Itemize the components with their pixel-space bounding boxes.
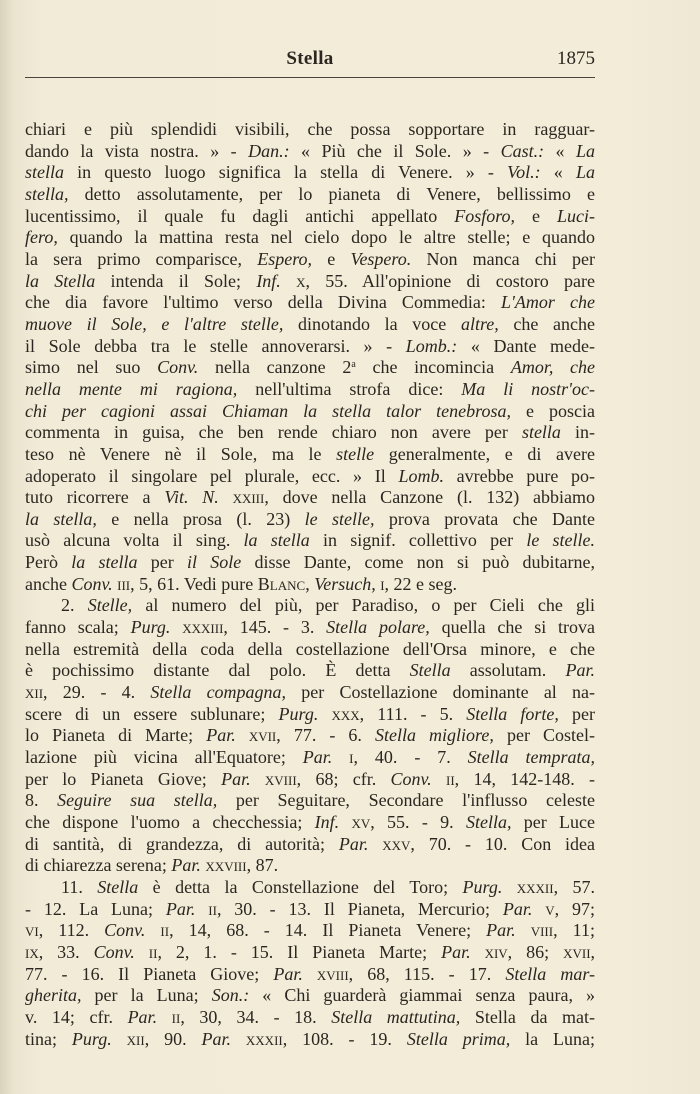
- text-segment: , 77. - 6.: [276, 725, 375, 746]
- text-line: [25, 834, 595, 856]
- italic-text: Par.: [338, 833, 369, 854]
- text-segment: Però: [25, 552, 72, 573]
- italic-text: la stella: [71, 552, 138, 573]
- text-line: [25, 184, 595, 206]
- text-segment: « Più che il Sole. » -: [289, 140, 501, 161]
- text-line: [25, 964, 595, 986]
- text-segment: , 40. - 7.: [353, 747, 468, 768]
- italic-text: Lomb.: [398, 465, 444, 486]
- text-segment: , 11;: [553, 920, 595, 941]
- text-segment: [195, 899, 208, 919]
- text-line: [25, 1029, 595, 1051]
- text-segment: , 55. - 9.: [370, 812, 466, 832]
- text-line: [25, 227, 595, 249]
- text-segment: per: [137, 552, 188, 573]
- small-caps-text: xxxiii: [182, 617, 224, 638]
- header-rule: [25, 77, 595, 78]
- italic-text: Stella mattutina,: [331, 1006, 461, 1027]
- text-segment: nella estremità della coda della costellazione dell'Orsa minore, e che: [25, 638, 595, 659]
- text-segment: disse Dante, come non si può dubitarne,: [241, 552, 595, 573]
- text-segment: [219, 487, 233, 507]
- text-segment: [432, 769, 446, 789]
- italic-text: Par.: [273, 963, 303, 984]
- italic-text: Stella: [97, 876, 139, 897]
- text-line: [25, 617, 595, 639]
- small-caps-text: ix: [25, 941, 39, 962]
- text-line: [25, 595, 595, 617]
- text-segment: , dove nella Canzone (l. 132) abbiamo: [264, 487, 596, 508]
- text-segment: , 97;: [554, 898, 595, 919]
- text-segment: lazione più vicina all'Equatore;: [25, 747, 303, 768]
- text-segment: scere di un essere sublunare;: [25, 703, 279, 724]
- text-segment: per Costellazione dominante al na-: [286, 682, 595, 703]
- text-segment: « Chi guarderà giammai senza paura, »: [249, 985, 596, 1006]
- text-segment: [157, 1007, 172, 1027]
- text-segment: in-: [560, 422, 595, 443]
- text-line: [25, 292, 595, 314]
- italic-text: Par.: [502, 898, 533, 919]
- text-segment: che dispone l'uomo a checchessia;: [25, 812, 315, 832]
- text-segment: 11.: [61, 876, 98, 897]
- small-caps-text: xv: [351, 812, 371, 832]
- text-line: [25, 119, 595, 141]
- text-segment: per Luce: [511, 812, 596, 832]
- italic-text: la stella,: [25, 508, 97, 529]
- italic-text: Conv.: [71, 573, 113, 594]
- italic-text: nella mente mi ragiona,: [25, 378, 238, 399]
- text-segment: e poscia: [510, 400, 595, 421]
- text-segment: commenta in guisa, che ben rende chiaro non avere per: [25, 422, 522, 443]
- text-segment: è pochissimo distante dal polo. È detta: [25, 660, 410, 681]
- text-line: [25, 747, 595, 769]
- italic-text: Fosforo,: [454, 205, 516, 226]
- text-segment: , 86;: [507, 941, 564, 962]
- text-segment: Stella da mat-: [460, 1006, 595, 1027]
- small-caps-text: i: [380, 573, 385, 594]
- text-segment: è detta la Constellazione del Toro;: [138, 876, 463, 897]
- text-line: [25, 357, 595, 379]
- text-segment: quella che si trova: [429, 617, 595, 638]
- text-line: [25, 487, 595, 509]
- small-caps-text: ii: [445, 768, 455, 789]
- text-segment: , 22 e seg.: [384, 573, 458, 594]
- italic-text: Espero,: [257, 248, 313, 269]
- text-segment: , 55. All'opinione di costoro pare: [305, 270, 595, 291]
- italic-text: Amor, che: [510, 357, 596, 378]
- italic-text: le stelle,: [304, 508, 375, 529]
- text-line: [25, 985, 595, 1007]
- italic-text: La: [575, 140, 595, 161]
- italic-text: Stella temprata,: [467, 747, 595, 768]
- text-segment: , 111. - 5.: [359, 703, 467, 724]
- text-segment: 77. - 16. Il Pianeta Giove;: [25, 963, 274, 984]
- text-segment: assolutam.: [450, 660, 566, 681]
- italic-text: Par.: [201, 1028, 231, 1049]
- italic-text: Dan.:: [248, 140, 290, 161]
- text-line: [25, 899, 595, 921]
- text-segment: , 30. - 13. Il Pianeta, Mercurio;: [216, 898, 503, 919]
- text-segment: , 112.: [38, 920, 105, 941]
- text-segment: , 29. - 4.: [43, 682, 151, 703]
- text-segment: [231, 1029, 246, 1049]
- text-line: [25, 162, 595, 184]
- text-segment: in signif. collettivo per: [309, 530, 527, 551]
- italic-text: Par.: [565, 660, 595, 681]
- italic-text: stella: [25, 162, 64, 183]
- text-line: [25, 141, 595, 163]
- text-segment: teso nè Venere nè il Sole, ma le: [25, 443, 337, 464]
- text-segment: [281, 271, 296, 291]
- italic-text: Vit. N.: [164, 487, 219, 508]
- italic-text: Inf.: [314, 812, 340, 832]
- small-caps-text: ii: [160, 920, 170, 941]
- text-segment: , 30, 34. - 18.: [180, 1006, 332, 1027]
- italic-text: chi per cagioni assai Chiaman la stella talor tenebrosa,: [25, 400, 511, 421]
- italic-text: Par.: [127, 1006, 158, 1027]
- italic-text: Purg.: [278, 703, 319, 724]
- small-caps-text: vi: [25, 920, 39, 941]
- text-line: [25, 379, 595, 401]
- small-caps-text: i: [349, 747, 354, 768]
- text-line: [25, 444, 595, 466]
- text-segment: la Luna;: [510, 1028, 596, 1049]
- text-segment: tina;: [25, 1028, 72, 1049]
- italic-text: la stella: [243, 530, 310, 551]
- italic-text: Par.: [165, 898, 196, 919]
- small-caps-text: iii: [117, 573, 131, 594]
- body-text: [25, 119, 595, 1050]
- text-line: [25, 660, 595, 682]
- italic-text: Purg.: [71, 1028, 112, 1049]
- italic-text: Par.: [171, 855, 201, 876]
- running-title: Stella: [286, 48, 334, 69]
- small-caps-text: xviii: [316, 963, 349, 984]
- text-segment: [170, 617, 182, 637]
- text-line: [25, 401, 595, 423]
- text-segment: tuto ricorrere a: [25, 487, 165, 508]
- text-line: [25, 812, 595, 834]
- text-segment: ,: [590, 941, 596, 962]
- small-caps-text: ii: [208, 898, 217, 919]
- text-segment: , 2, 1. - 15. Il Pianeta Marte;: [157, 941, 442, 962]
- small-caps-text: viii: [530, 920, 554, 941]
- text-line: [25, 574, 595, 596]
- text-segment: 8.: [25, 790, 58, 811]
- text-segment: per: [558, 703, 596, 724]
- small-caps-text: ii: [148, 941, 158, 962]
- italic-text: Stella forte,: [466, 703, 559, 724]
- small-caps-text: xxx: [331, 703, 360, 724]
- italic-text: stella,: [25, 183, 69, 204]
- text-segment: lucentissimo, il quale fu dagli antichi appellato: [25, 205, 455, 226]
- text-segment: per Seguitare, Secondare l'influsso celeste: [217, 790, 595, 811]
- text-line: [25, 336, 595, 358]
- text-segment: per Costel-: [493, 725, 595, 746]
- text-line: [25, 704, 595, 726]
- italic-text: Stella mar-: [505, 963, 596, 984]
- italic-text: Stella polare,: [326, 617, 430, 638]
- text-segment: che incomincia: [355, 357, 511, 378]
- italic-text: L'Amor che: [501, 292, 595, 313]
- italic-text: Cast.:: [500, 140, 545, 161]
- italic-text: Stella: [409, 660, 451, 681]
- page-header: [25, 46, 595, 74]
- small-caps-text: xviii: [264, 768, 297, 789]
- text-line: [25, 552, 595, 574]
- small-caps-text: xxv: [382, 833, 411, 854]
- italic-text: Conv.: [93, 941, 135, 962]
- italic-text: Stella migliore,: [375, 725, 494, 746]
- italic-text: Conv.: [104, 920, 146, 941]
- text-line: [25, 1007, 595, 1029]
- text-segment: di chiarezza serena;: [25, 855, 172, 876]
- text-segment: e: [515, 205, 557, 226]
- text-line: [25, 769, 595, 791]
- text-segment: intenda il Sole;: [95, 270, 257, 291]
- text-segment: avrebbe pure po-: [443, 465, 595, 486]
- small-caps-text: xxxii: [245, 1028, 283, 1049]
- italic-text: Vol.:: [507, 162, 541, 183]
- text-segment: , 70. - 10. Con idea: [410, 833, 596, 854]
- text-line: [25, 249, 595, 271]
- text-segment: usò alcuna volta il sing.: [25, 530, 244, 551]
- text-segment: [502, 877, 516, 897]
- text-line: [25, 725, 595, 747]
- small-caps-text: xxviii: [205, 855, 247, 876]
- small-caps-text: v: [545, 898, 555, 919]
- text-segment: [303, 964, 317, 984]
- text-segment: e: [312, 248, 351, 269]
- text-line: [25, 942, 595, 964]
- italic-text: gherita,: [25, 985, 82, 1006]
- text-segment: nell'ultima strofa dice:: [237, 378, 462, 399]
- text-segment: , 33.: [38, 941, 94, 962]
- text-segment: «: [540, 162, 576, 183]
- text-segment: e nella prosa (l. 23): [96, 508, 305, 529]
- italic-text: altre,: [460, 313, 499, 334]
- text-segment: [516, 920, 531, 940]
- small-caps-text: xii: [126, 1028, 145, 1049]
- italic-text: stelle: [336, 443, 375, 464]
- italic-text: La: [576, 162, 596, 183]
- text-segment: che dia favore l'ultimo verso della Divina Commedia:: [25, 292, 502, 313]
- small-caps-text: xvii: [563, 941, 591, 962]
- text-segment: ,: [305, 573, 315, 594]
- text-segment: «: [544, 140, 576, 161]
- italic-text: Conv.: [157, 357, 199, 378]
- text-segment: nella canzone 2: [198, 357, 352, 378]
- text-segment: detto assolutamente, per lo pianeta di Venere, bellissimo e: [68, 183, 595, 204]
- text-segment: per lo Pianeta Giove;: [25, 768, 222, 789]
- text-line: [25, 271, 595, 293]
- text-line: [25, 682, 595, 704]
- text-segment: [145, 920, 160, 940]
- italic-text: Conv.: [390, 768, 432, 789]
- text-segment: [236, 725, 249, 745]
- italic-text: Son.:: [211, 985, 250, 1006]
- text-line: [25, 530, 595, 552]
- text-line: [25, 855, 595, 877]
- italic-text: Stella compagna,: [150, 682, 287, 703]
- text-segment: la sera primo comparisce,: [25, 248, 258, 269]
- small-caps-text: xii: [25, 682, 44, 703]
- text-segment: fanno scala;: [25, 617, 131, 638]
- text-segment: dando la vista nostra. » -: [25, 140, 249, 161]
- text-segment: [471, 942, 485, 962]
- text-segment: , 68; cfr.: [296, 768, 391, 789]
- text-segment: che anche: [498, 313, 596, 334]
- text-segment: dinotando la voce: [283, 313, 461, 334]
- text-segment: chiari e più splendidi visibili, che possa sopportare in ragguar-: [25, 119, 595, 139]
- italic-text: Luci-: [557, 205, 595, 226]
- text-line: [25, 877, 595, 899]
- text-segment: [112, 1029, 127, 1049]
- small-caps-text: x: [296, 270, 306, 291]
- text-segment: di santità, di grandezza, di autorità;: [25, 833, 339, 854]
- italic-text: Par.: [486, 920, 516, 941]
- superscript-text: a: [351, 359, 356, 371]
- text-segment: [532, 899, 545, 919]
- italic-text: Par.: [302, 747, 333, 768]
- italic-text: Stelle,: [87, 595, 133, 616]
- italic-text: Purg.: [130, 617, 171, 638]
- text-segment: [339, 812, 351, 832]
- text-segment: 2.: [61, 595, 88, 616]
- small-caps-text: xvii: [248, 725, 277, 746]
- italic-text: Inf.: [256, 270, 281, 291]
- page-number: 1875: [557, 48, 595, 69]
- italic-text: la Stella: [25, 270, 96, 291]
- text-segment: , 14, 68. - 14. Il Pianeta Venere;: [169, 920, 487, 941]
- text-segment: , 108. - 19.: [282, 1028, 407, 1049]
- italic-text: stella: [521, 422, 561, 443]
- italic-text: Purg.: [462, 876, 503, 897]
- italic-text: Versuch,: [314, 573, 376, 594]
- text-segment: Non manca chi per: [411, 248, 595, 269]
- text-line: [25, 509, 595, 531]
- text-segment: , 87.: [246, 855, 279, 876]
- text-line: [25, 206, 595, 228]
- text-segment: generalmente, e di avere: [374, 443, 595, 464]
- italic-text: Vespero.: [350, 248, 412, 269]
- text-segment: [135, 942, 149, 962]
- text-line: [25, 639, 595, 661]
- text-segment: il Sole debba tra le stelle annoverarsi. » -: [25, 335, 406, 356]
- text-segment: per la Luna;: [81, 985, 212, 1006]
- text-segment: anche: [25, 573, 72, 594]
- italic-text: Stella,: [465, 812, 512, 832]
- small-caps-text: ii: [171, 1006, 181, 1027]
- text-line: [25, 790, 595, 812]
- italic-text: il Sole: [187, 552, 242, 573]
- italic-text: Seguire sua stella,: [57, 790, 218, 811]
- text-segment: prova provata che Dante: [374, 508, 596, 529]
- text-segment: al numero del più, per Paradiso, o per Cieli che gli: [132, 595, 596, 616]
- text-segment: simo nel suo: [25, 357, 158, 378]
- italic-text: Par.: [441, 941, 471, 962]
- small-caps-text: xiv: [484, 941, 508, 962]
- italic-text: Par.: [221, 768, 251, 789]
- text-segment: [332, 747, 349, 767]
- text-segment: v. 14; cfr.: [25, 1006, 128, 1027]
- text-segment: , 90.: [144, 1028, 202, 1049]
- text-segment: lo Pianeta di Marte;: [25, 725, 207, 746]
- text-segment: [251, 769, 265, 789]
- text-line: [25, 466, 595, 488]
- text-segment: , 68, 115. - 17.: [348, 963, 506, 984]
- text-line: [25, 422, 595, 444]
- text-segment: , 145. - 3.: [223, 617, 327, 638]
- text-segment: adoperato il singolare pel plurale, ecc. » Il: [25, 465, 399, 486]
- text-segment: quando la mattina resta nel cielo dopo le altre stelle; e quando: [57, 227, 595, 248]
- small-caps-text: Blanc: [257, 573, 306, 594]
- text-segment: [368, 834, 382, 854]
- italic-text: le stelle.: [526, 530, 596, 551]
- small-caps-text: xxiii: [232, 487, 265, 508]
- italic-text: fero,: [25, 227, 58, 248]
- italic-text: Ma li nostr'oc-: [461, 378, 596, 399]
- text-segment: , 5, 61. Vedi pure: [130, 573, 258, 594]
- text-line: [25, 920, 595, 942]
- italic-text: Par.: [206, 725, 236, 746]
- italic-text: Stella prima,: [406, 1028, 511, 1049]
- text-segment: « Dante mede-: [457, 335, 595, 356]
- text-line: [25, 314, 595, 336]
- italic-text: Lomb.:: [405, 335, 458, 356]
- text-segment: in questo luogo significa la stella di Venere. » -: [64, 162, 508, 183]
- text-segment: , 14, 142-148. -: [454, 768, 595, 789]
- text-segment: , 57.: [553, 876, 595, 897]
- text-segment: [318, 704, 331, 724]
- italic-text: muove il Sole, e l'altre stelle,: [25, 313, 284, 334]
- text-segment: - 12. La Luna;: [25, 898, 166, 919]
- small-caps-text: xxxii: [516, 876, 554, 897]
